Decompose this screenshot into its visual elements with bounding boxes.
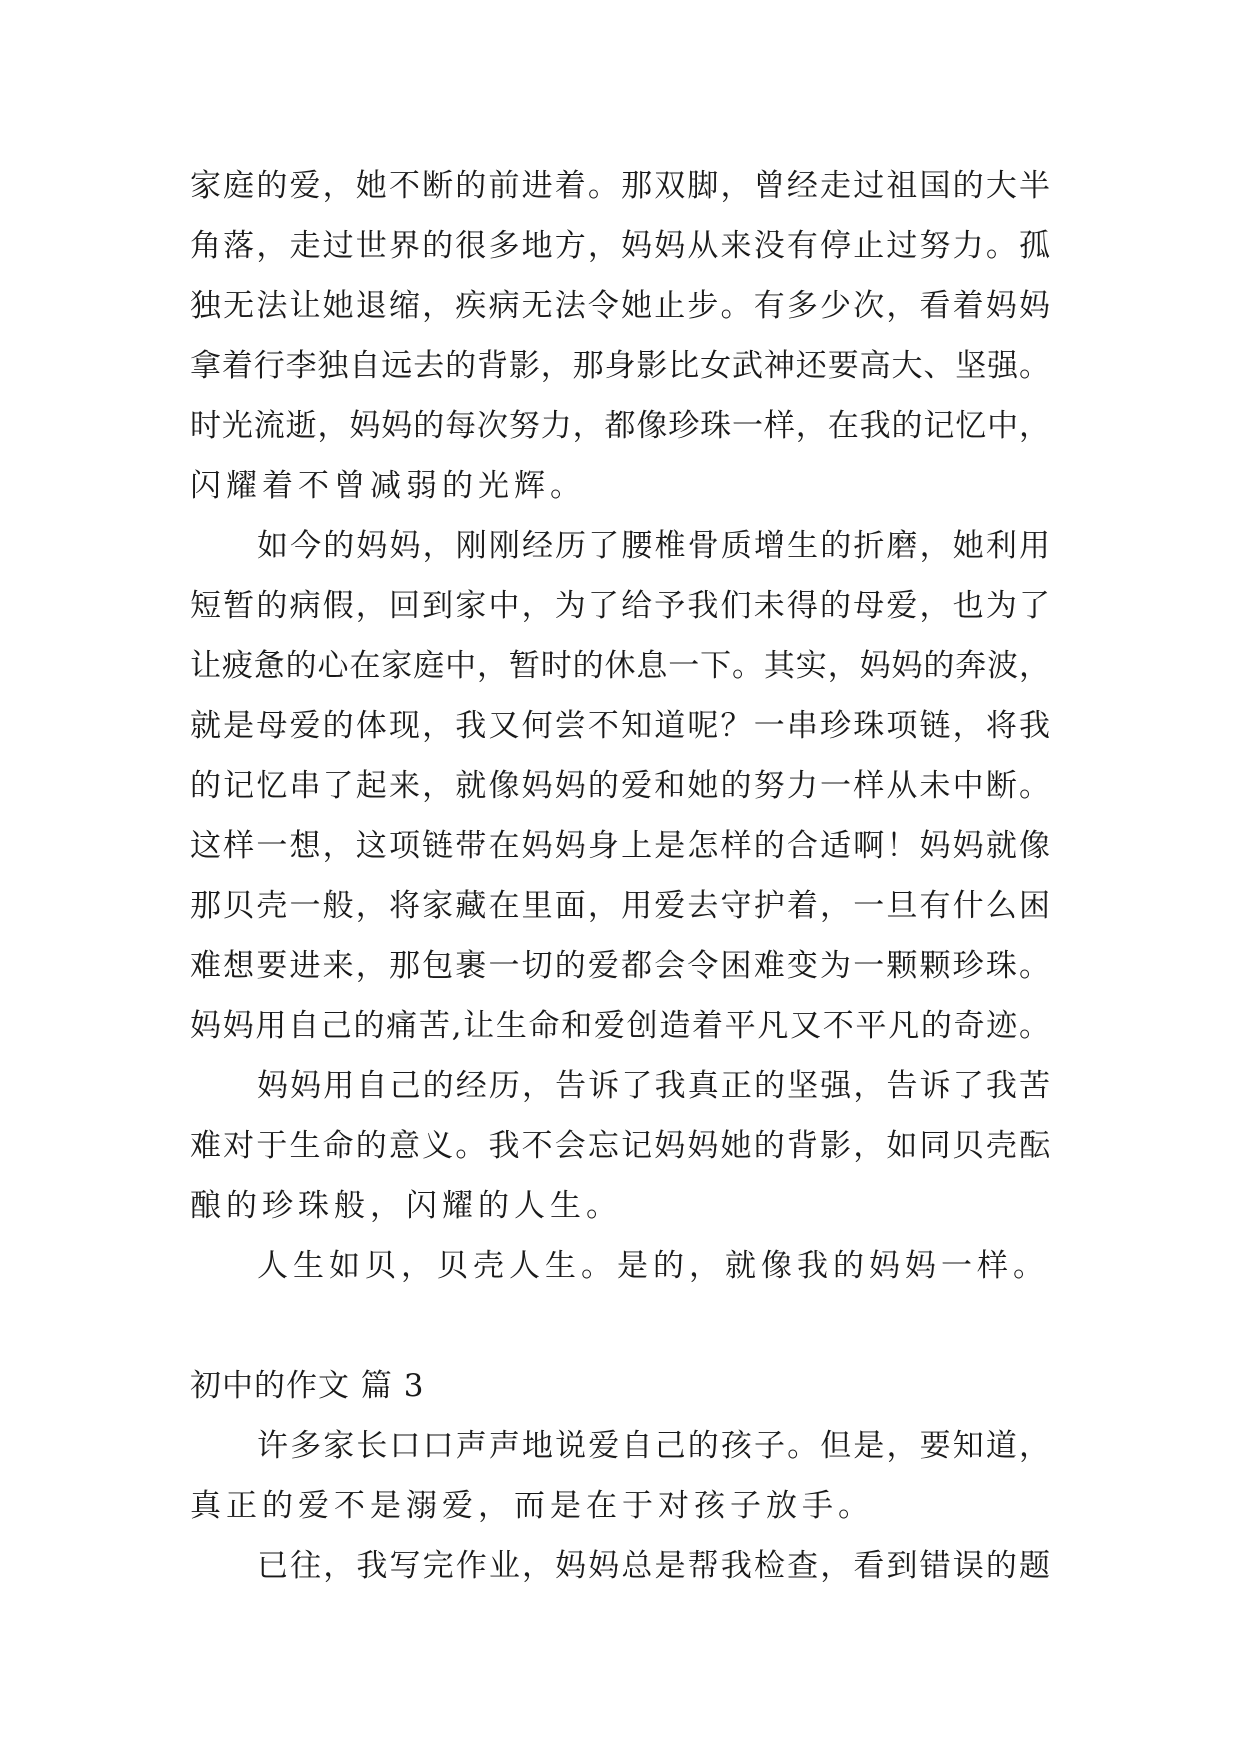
paragraph-3-line-2: 难对于生命的意义。我不会忘记妈妈她的背影，如同贝壳酝 xyxy=(190,1128,1050,1164)
paragraph-2-line-1: 如今的妈妈，刚刚经历了腰椎骨质增生的折磨，她利用 xyxy=(257,528,1050,564)
paragraph-1-line-5: 时光流逝，妈妈的每次努力，都像珍珠一样，在我的记忆中， xyxy=(190,408,1050,444)
section-heading: 初中的作文 篇 3 xyxy=(190,1368,425,1404)
paragraph-1-line-1: 家庭的爱，她不断的前进着。那双脚，曾经走过祖国的大半 xyxy=(190,168,1050,204)
paragraph-1-line-6: 闪耀着不曾减弱的光辉。 xyxy=(190,468,586,504)
paragraph-3-line-3: 酿的珍珠般，闪耀的人生。 xyxy=(190,1188,622,1224)
paragraph-2-line-3: 让疲惫的心在家庭中，暂时的休息一下。其实，妈妈的奔波， xyxy=(190,648,1050,684)
paragraph-1-line-2: 角落，走过世界的很多地方，妈妈从来没有停止过努力。孤 xyxy=(190,228,1050,264)
paragraph-1-line-3: 独无法让她退缩，疾病无法令她止步。有多少次，看着妈妈 xyxy=(190,288,1050,324)
paragraph-2-line-7: 那贝壳一般，将家藏在里面，用爱去守护着，一旦有什么困 xyxy=(190,888,1050,924)
paragraph-2-line-5: 的记忆串了起来，就像妈妈的爱和她的努力一样从未中断。 xyxy=(190,768,1050,804)
paragraph-1-line-4: 拿着行李独自远去的背影，那身影比女武神还要高大、坚强。 xyxy=(190,348,1050,384)
paragraph-5-line-2: 真正的爱不是溺爱，而是在于对孩子放手。 xyxy=(190,1488,874,1524)
paragraph-2-line-4: 就是母爱的体现，我又何尝不知道呢？一串珍珠项链，将我 xyxy=(190,708,1050,744)
paragraph-5-line-1: 许多家长口口声声地说爱自己的孩子。但是，要知道， xyxy=(257,1428,1050,1464)
paragraph-2-line-6: 这样一想，这项链带在妈妈身上是怎样的合适啊！妈妈就像 xyxy=(190,828,1050,864)
paragraph-6-line-1: 已往，我写完作业，妈妈总是帮我检查，看到错误的题 xyxy=(257,1548,1050,1584)
paragraph-2-line-8: 难想要进来，那包裹一切的爱都会令困难变为一颗颗珍珠。 xyxy=(190,948,1050,984)
paragraph-2-line-2: 短暂的病假，回到家中，为了给予我们未得的母爱，也为了 xyxy=(190,588,1050,624)
paragraph-4-line-1: 人生如贝，贝壳人生。是的，就像我的妈妈一样。 xyxy=(257,1248,1049,1284)
paragraph-3-line-1: 妈妈用自己的经历，告诉了我真正的坚强，告诉了我苦 xyxy=(257,1068,1050,1104)
paragraph-2-line-9: 妈妈用自己的痛苦,让生命和爱创造着平凡又不平凡的奇迹。 xyxy=(190,1008,1050,1044)
